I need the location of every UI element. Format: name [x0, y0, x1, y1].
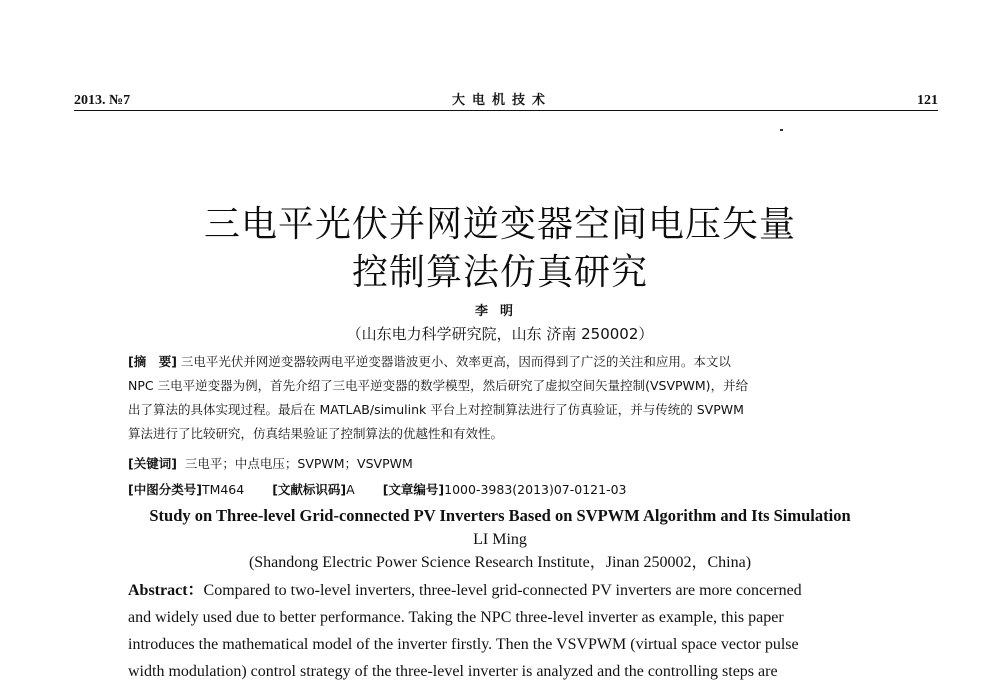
abstract-en-line: and widely used due to better performance. Taking the NPC three-level inverter as example, this paper [128, 609, 784, 626]
doc-code-value: A [346, 482, 355, 497]
clc-value: TM464 [201, 482, 245, 497]
keywords-cn-label: [关键词] [128, 456, 177, 471]
abstract-cn-line: 出了算法的具体实现过程。最后在 MATLAB/simulink 平台上对控制算法进行了仿真验证，并与传统的 SVPWM [128, 402, 744, 417]
abstract-en-line: width modulation) control strategy of the three-level inverter is analyzed and the controlling steps are [128, 663, 778, 680]
article-number-value: 1000-3983(2013)07-0121-03 [444, 482, 627, 497]
title-cn-line-1: 三电平光伏并网逆变器空间电压矢量 [203, 204, 796, 245]
abstract-cn-line: 算法进行了比较研究，仿真结果验证了控制算法的优越性和有效性。 [128, 426, 504, 441]
header-page-number: 121 [917, 93, 938, 108]
abstract-en-line: introduces the mathematical model of the inverter firstly. Then the VSVPWM (virtual space vector pulse [128, 636, 799, 653]
keywords-cn-text: 三电平；中点电压；SVPWM；VSVPWM [184, 456, 413, 471]
abstract-cn [128, 350, 883, 446]
doc-code-label: [文献标识码] [272, 482, 347, 497]
classification-line [128, 481, 627, 499]
header-issue: 2013. №7 [74, 93, 131, 108]
abstract-cn-line: [摘 要] 三电平光伏并网逆变器较两电平逆变器谐波更小、效率更高，因而得到了广泛的关注和应用。本文以 [128, 354, 731, 369]
abstract-en-line: Abstract：Compared to two-level inverters, three-level grid-connected PV inverters are more concerned [128, 582, 802, 599]
abstract-en [128, 577, 880, 685]
header-journal-name: 大电机技术 [452, 93, 553, 108]
author-en: LI Ming [473, 531, 527, 548]
abstract-cn-line: NPC 三电平逆变器为例，首先介绍了三电平逆变器的数学模型，然后研究了虚拟空间矢量控制(VSVPWM)，并给 [128, 378, 749, 393]
affiliation-en: (Shandong Electric Power Science Research Institute，Jinan 250002，China) [248, 554, 752, 571]
abstract-en-label: Abstract： [128, 582, 204, 599]
header-rule [74, 110, 938, 111]
title-en: Study on Three-level Grid-connected PV Inverters Based on SVPWM Algorithm and Its Simulation [149, 506, 851, 525]
title-cn-line-2: 控制算法仿真研究 [351, 252, 648, 293]
article-number-label: [文章编号] [382, 482, 445, 497]
scan-speck [780, 129, 783, 131]
keywords-cn [128, 455, 413, 473]
clc-label: [中图分类号] [128, 482, 202, 497]
abstract-cn-label: [摘 要] [128, 354, 177, 369]
affiliation-cn: （山东电力科学研究院，山东 济南 250002） [346, 325, 654, 343]
author-cn: 李明 [474, 304, 525, 319]
